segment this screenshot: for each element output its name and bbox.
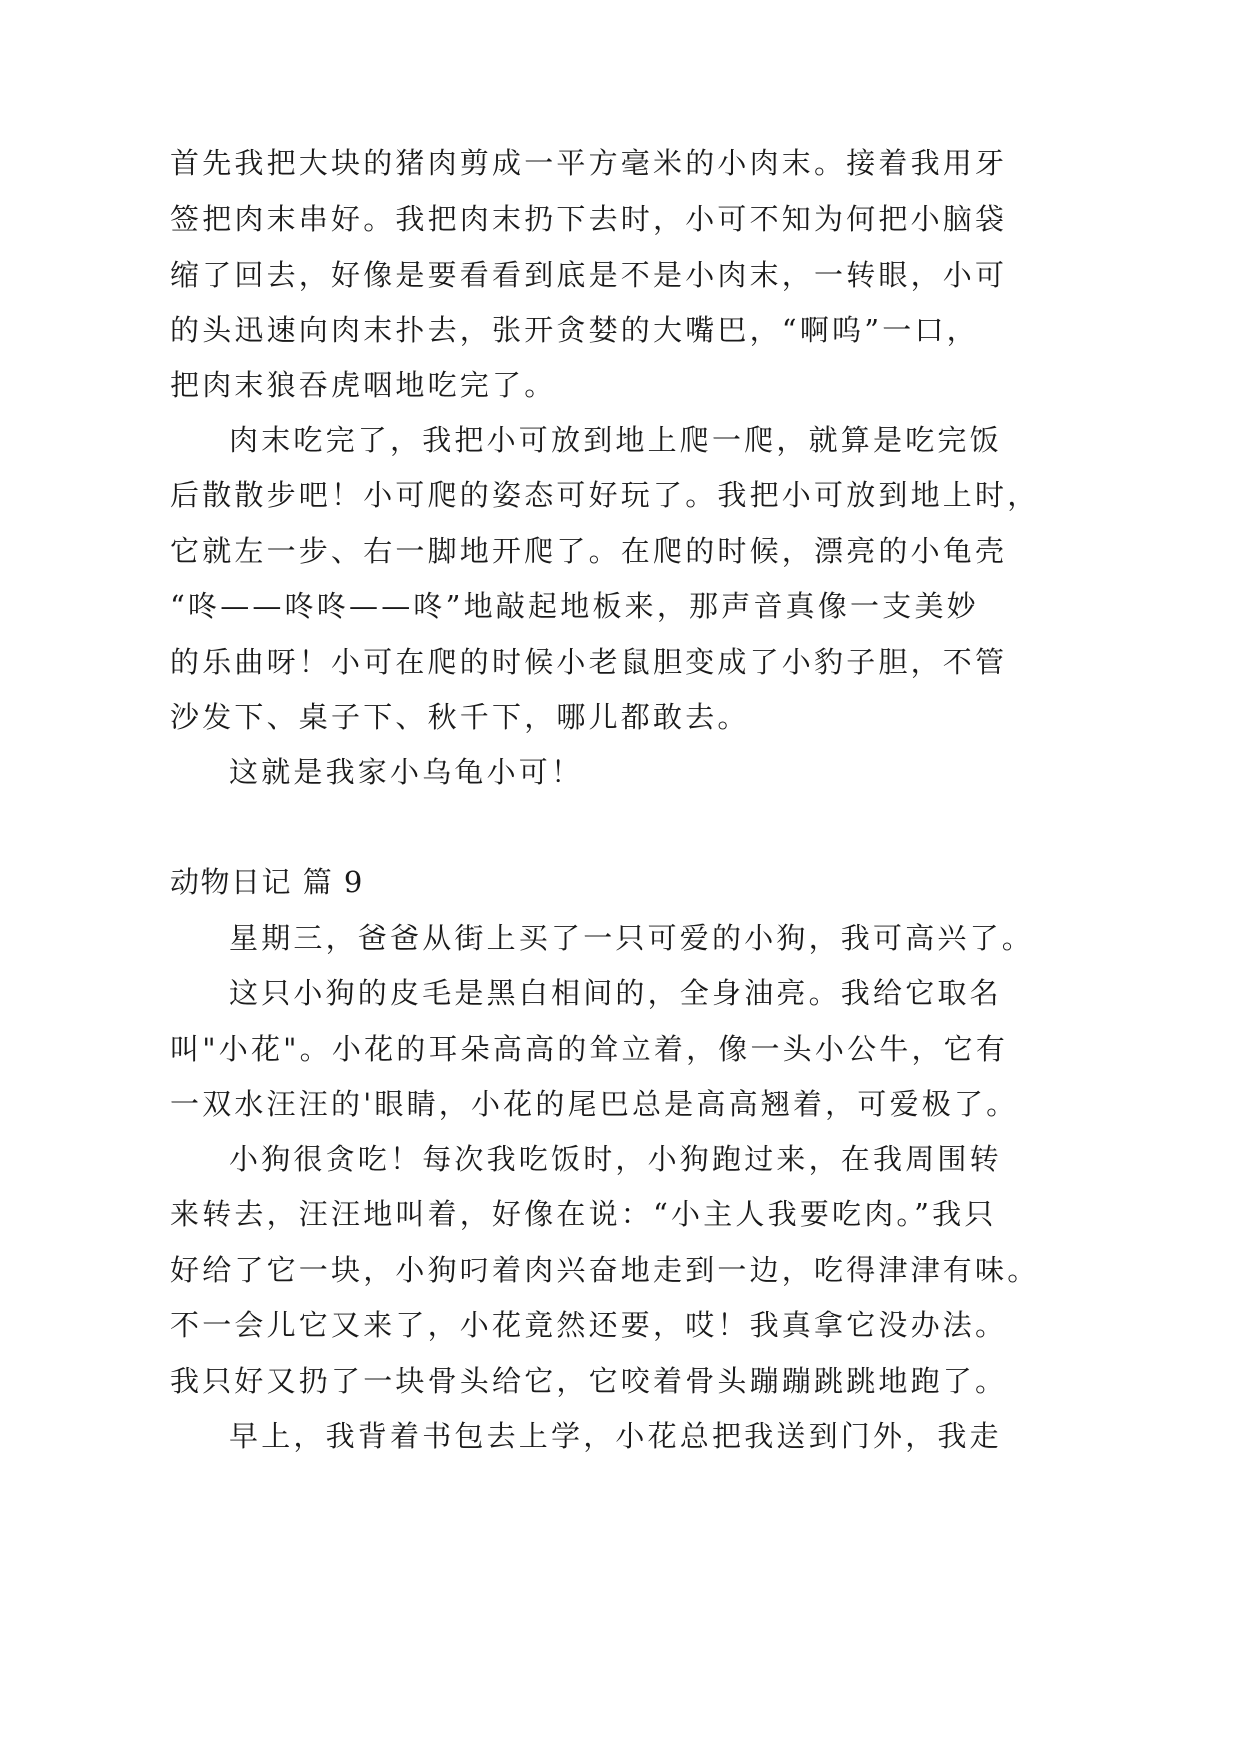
text-line: 的头迅速向肉末扑去，张开贪婪的大嘴巴，“啊呜”一口， [170, 313, 979, 347]
text-line: 缩了回去，好像是要看看到底是不是小肉末，一转眼，小可 [170, 258, 1008, 292]
text-line: 叫"小花"。小花的耳朵高高的耸立着，像一头小公牛，它有 [170, 1032, 1009, 1066]
text-line: 肉末吃完了，我把小可放到地上爬一爬，就算是吃完饭 [229, 423, 1002, 457]
text-line: “咚——咚咚——咚”地敲起地板来，那声音真像一支美妙 [170, 589, 979, 623]
text-line: 沙发下、桌子下、秋千下，哪儿都敢去。 [170, 700, 750, 734]
text-line: 把肉末狼吞虎咽地吃完了。 [170, 368, 557, 402]
text-line: 签把肉末串好。我把肉末扔下去时，小可不知为何把小脑袋 [170, 202, 1008, 236]
text-line: 来转去，汪汪地叫着，好像在说：“小主人我要吃肉。”我只 [170, 1197, 997, 1231]
text-line: 星期三，爸爸从街上买了一只可爱的小狗，我可高兴了。 [229, 921, 1035, 955]
text-line: 首先我把大块的猪肉剪成一平方毫米的小肉末。接着我用牙 [170, 146, 1008, 180]
text-line: 不一会儿它又来了，小花竟然还要，哎！我真拿它没办法。 [170, 1308, 1008, 1342]
text-line: 一双水汪汪的'眼睛，小花的尾巴总是高高翘着，可爱极了。 [170, 1087, 1019, 1121]
text-line: 这就是我家小乌龟小可！ [229, 755, 584, 789]
text-line: 小狗很贪吃！每次我吃饭时，小狗跑过来，在我周围转 [229, 1142, 1002, 1176]
text-line: 好给了它一块，小狗叼着肉兴奋地走到一边，吃得津津有味。 [170, 1253, 1040, 1287]
section-heading: 动物日记 篇 9 [170, 865, 364, 899]
text-line: 这只小狗的皮毛是黑白相间的，全身油亮。我给它取名 [229, 976, 1002, 1010]
text-line: 我只好又扔了一块骨头给它，它咬着骨头蹦蹦跳跳地跑了。 [170, 1364, 1008, 1398]
text-line: 的乐曲呀！小可在爬的时候小老鼠胆变成了小豹子胆，不管 [170, 645, 1008, 679]
text-line: 早上，我背着书包去上学，小花总把我送到门外，我走 [229, 1419, 1002, 1453]
text-line: 它就左一步、右一脚地开爬了。在爬的时候，漂亮的小龟壳 [170, 534, 1008, 568]
text-line: 后散散步吧！小可爬的姿态可好玩了。我把小可放到地上时， [170, 478, 1040, 512]
